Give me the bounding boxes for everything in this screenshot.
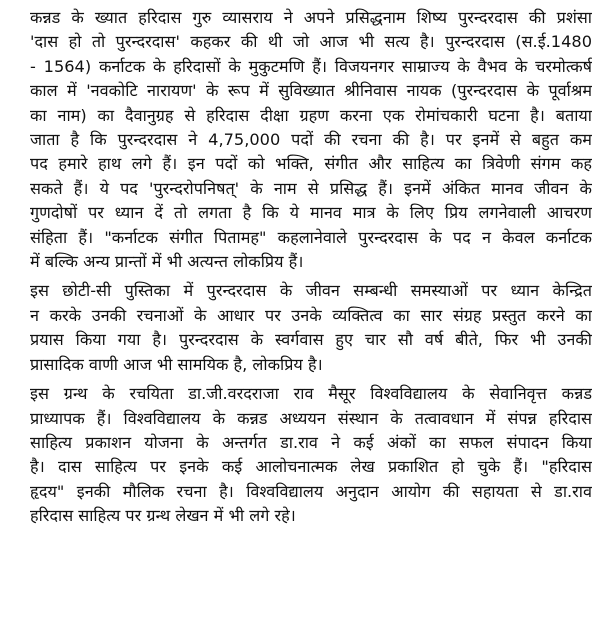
text-line: संहिता हैं। "कर्नाटक संगीत पितामह" कहलानेवाले पुरन्दरदास के पद न केवल कर्नाटक xyxy=(30,227,592,247)
text-line: पद हमारे हाथ लगे हैं। इन पदों को भक्ति, संगीत और साहित्य का त्रिवेणी संगम कह xyxy=(30,154,592,174)
text-line: है। दास साहित्य पर इनके कई आलोचनात्मक लेख प्रकाशित हो चुके हैं। "हरिदास xyxy=(30,457,592,477)
text-line: जाता है कि पुरन्दरदास ने 4,75,000 पदों की रचना की है। पर इनमें से बहुत कम xyxy=(30,130,592,150)
text-line: हृदय" इनकी मौलिक रचना है। विश्वविद्यालय अनुदान आयोग की सहायता से डा.राव xyxy=(30,481,592,501)
text-line: न करके उनकी रचनाओं के आधार पर उनके व्यक्तित्व का सार संग्रह प्रस्तुत करने का xyxy=(30,305,592,325)
text-line: हरिदास साहित्य पर ग्रन्थ लेखन में भी लगे रहे। xyxy=(30,506,296,526)
paragraph-intro xyxy=(8,6,592,274)
text-line: सकते हैं। ये पद 'पुरन्दरोपनिषत्' के नाम से प्रसिद्ध हैं। इनमें अंकित मानव जीवन के xyxy=(30,178,592,198)
text-line: कन्नड के ख्यात हरिदास गुरु व्यासराय ने अपने प्रसिद्धनाम शिष्य पुरन्दरदास की प्रशंसा xyxy=(30,8,592,27)
text-line: प्रयास किया गया है। पुरन्दरदास के स्वर्गवास हुए चार सौ वर्ष बीते, फिर भी उनकी xyxy=(30,330,592,350)
text-line: - 1564) कर्नाटक के हरिदासों के मुकुटमणि हैं। विजयनगर साम्राज्य के वैभव के चरमोत्कर्ष xyxy=(30,56,592,76)
text-line: प्राध्यापक हैं। विश्वविद्यालय के कन्नड अध्ययन संस्थान के तत्वावधान में संपन्न हरिदास xyxy=(30,408,592,428)
text-line: गुणदोषों पर ध्यान दें तो लगता है कि ये मानव मात्र के लिए प्रिय लगनेवाली आचरण xyxy=(30,203,592,223)
text-line: 'दास हो तो पुरन्दरदास' कहकर की थी जो आज भी सत्य है। पुरन्दरदास (स.ई.1480 xyxy=(30,32,592,52)
text-line: इस छोटी-सी पुस्तिका में पुरन्दरदास के जीवन सम्बन्धी समस्याओं पर ध्यान केन्द्रित xyxy=(30,281,592,301)
text-line: में बल्कि अन्य प्रान्तों में भी अत्यन्त लोकप्रिय हैं। xyxy=(30,252,304,272)
text-line: का नाम) का दैवानुग्रह से हरिदास दीक्षा ग्रहण करना एक रोमांचकारी घटना है। बताया xyxy=(30,105,592,125)
text-line: इस ग्रन्थ के रचयिता डा.जी.वरदराजा राव मैसूर विश्वविद्यालय के सेवानिवृत्त कन्नड xyxy=(30,384,592,404)
paragraph-author xyxy=(8,382,592,528)
text-line: साहित्य प्रकाशन योजना के अन्तर्गत डा.राव ने कई अंकों का सफल संपादन किया xyxy=(30,432,592,452)
text-line: काल में 'नवकोटि नारायण' के रूप में सुविख्यात श्रीनिवास नायक (पुरन्दरदास के पूर्वाश्रम xyxy=(30,81,592,101)
text-line: प्रासादिक वाणी आज भी सामयिक है, लोकप्रिय है। xyxy=(30,354,323,374)
paragraph-booklet xyxy=(8,279,592,377)
